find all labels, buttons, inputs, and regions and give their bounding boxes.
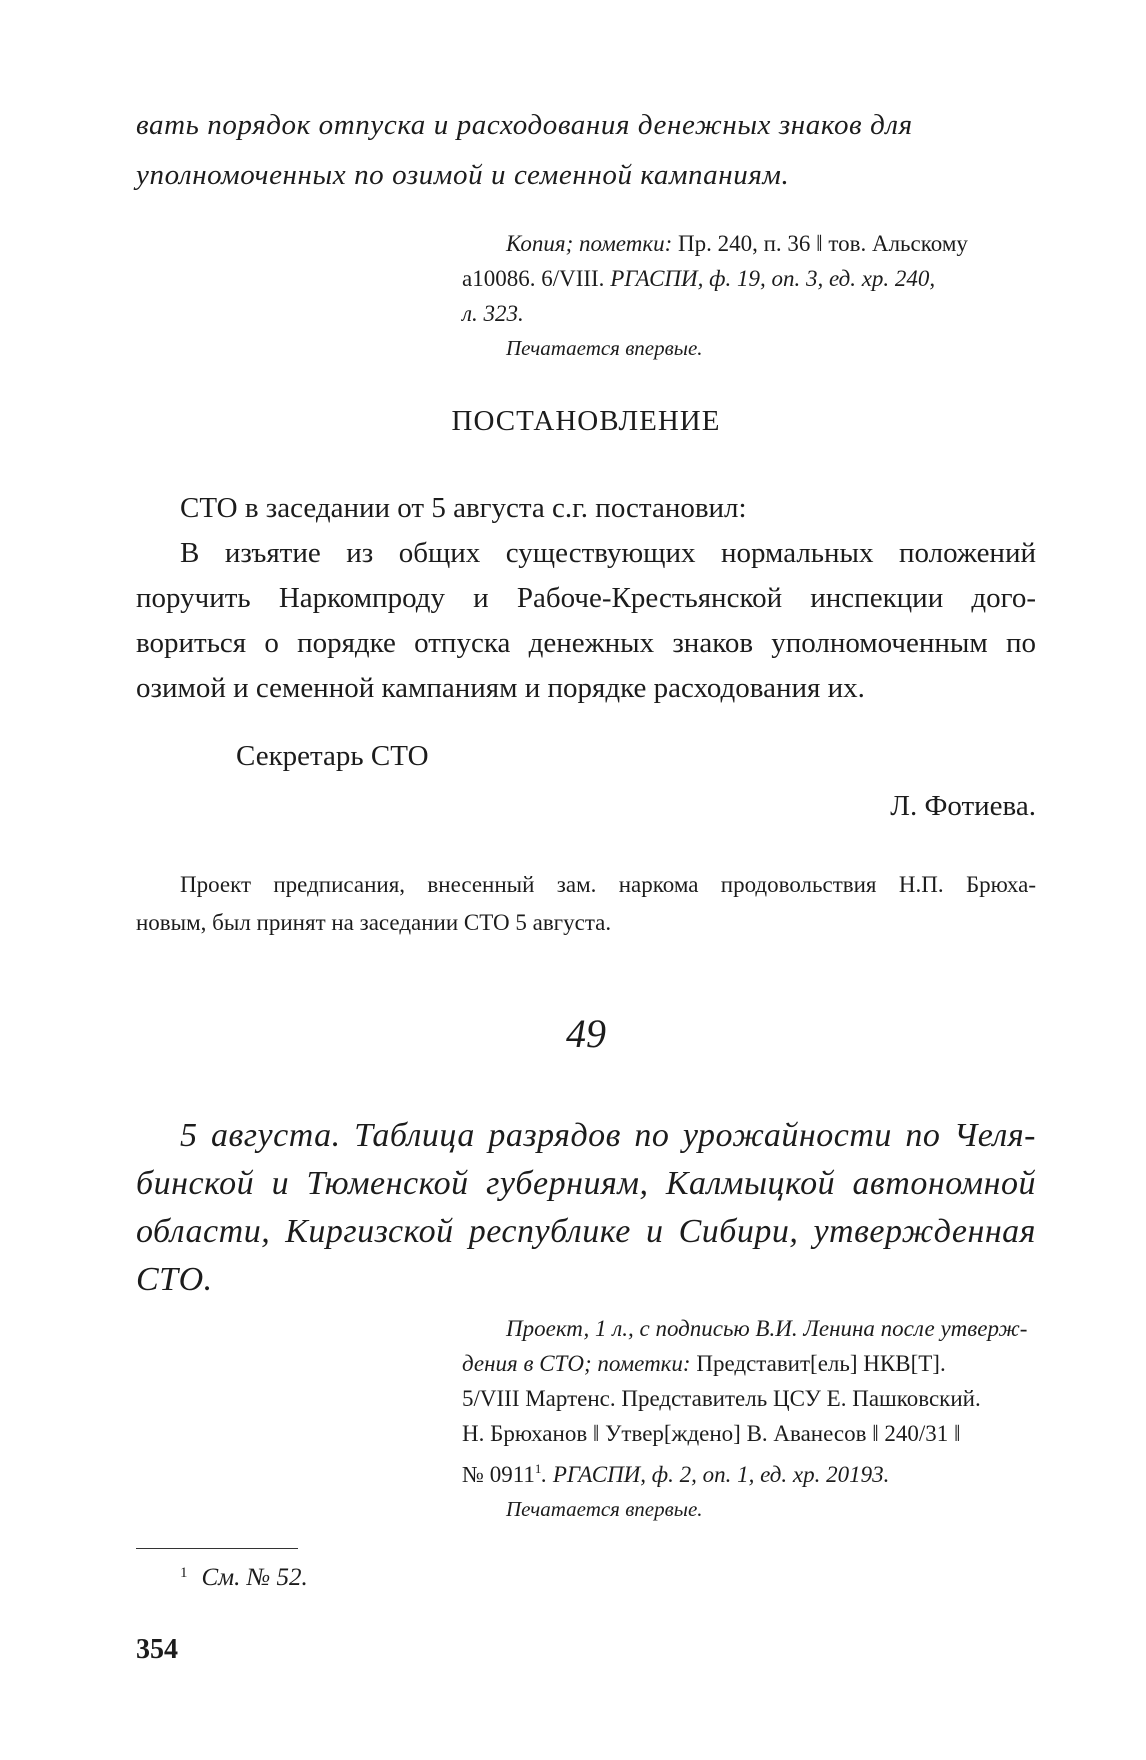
footnote-marker: 1 bbox=[180, 1565, 188, 1581]
printed-first-note: Печатается впервые. bbox=[506, 1497, 703, 1521]
editorial-note bbox=[136, 866, 1036, 942]
source-line bbox=[462, 226, 1036, 261]
source-label: Копия; пометки: bbox=[506, 231, 673, 256]
editorial-note-line: новым, был принят на заседании СТО 5 августа. bbox=[136, 910, 612, 935]
footnote bbox=[180, 1564, 580, 1592]
source-line: л. 323. bbox=[462, 301, 524, 326]
archive-reference: РГАСПИ, ф. 19, оп. 3, ед. хр. 240, bbox=[610, 266, 936, 291]
source-line: Н. Брюханов ‖ Утвер[ждено] В. Аванесов ‖ 240/31 ‖ bbox=[462, 1421, 961, 1446]
document-title bbox=[136, 1112, 1036, 1304]
lead-line: уполномоченных по озимой и семенной кампаниям. bbox=[136, 159, 790, 191]
archive-reference: . РГАСПИ, ф. 2, оп. 1, ед. хр. 20193. bbox=[541, 1462, 890, 1487]
source-code: а10086. 6/VIII. bbox=[462, 266, 611, 291]
archival-source-note bbox=[462, 1311, 1036, 1527]
printed-first-note: Печатается впервые. bbox=[506, 336, 703, 360]
archival-source-note bbox=[462, 226, 1036, 366]
document-title-line: СТО. bbox=[136, 1261, 213, 1298]
document-title-line: 5 августа. Таблица разрядов по урожайности по Челя- bbox=[180, 1117, 1036, 1154]
resolution-line: В изъятие из общих существующих нормальных положений bbox=[180, 537, 1036, 569]
lead-paragraph bbox=[136, 100, 1036, 200]
signature-name: Л. Фотиева. bbox=[890, 790, 1036, 822]
footnote-reference[interactable]: 1 bbox=[534, 1461, 542, 1476]
resolution-line: поручить Наркомпроду и Рабоче-Крестьянской инспекции дого- bbox=[136, 582, 1036, 614]
document-title-line: области, Киргизской республике и Сибири, утвержденная bbox=[136, 1213, 1036, 1250]
document-title-line: бинской и Тюменской губерниям, Калмыцкой автономной bbox=[136, 1165, 1036, 1202]
source-label: дения в СТО; пометки: bbox=[462, 1351, 691, 1376]
source-line bbox=[462, 1451, 1036, 1492]
source-line: Проект, 1 л., с подписью В.И. Ленина после утверж- bbox=[506, 1316, 1028, 1341]
signature-position: Секретарь СТО bbox=[236, 740, 429, 772]
source-line: 5/VIII Мартенс. Представитель ЦСУ Е. Пашковский. bbox=[462, 1386, 981, 1411]
source-marks: Представит[ель] НКВ[Т]. bbox=[690, 1351, 946, 1376]
page-number: 354 bbox=[136, 1634, 178, 1665]
resolution-line: СТО в заседании от 5 августа с.г. постановил: bbox=[180, 492, 747, 524]
source-marks: Пр. 240, п. 36 ‖ тов. Альскому bbox=[672, 231, 968, 256]
resolution-line: озимой и семенной кампаниям и порядке расходования их. bbox=[136, 672, 865, 704]
document-number: 49 bbox=[566, 1011, 606, 1056]
editorial-note-line: Проект предписания, внесенный зам. наркома продовольствия Н.П. Брюха- bbox=[180, 872, 1036, 897]
source-line bbox=[462, 1346, 1036, 1381]
footnote-separator bbox=[136, 1548, 298, 1549]
resolution-text bbox=[136, 486, 1036, 711]
resolution-heading: ПОСТАНОВЛЕНИЕ bbox=[451, 405, 721, 437]
resolution-line: вориться о порядке отпуска денежных знаков уполномоченным по bbox=[136, 627, 1036, 659]
footnote-text: См. № 52. bbox=[201, 1564, 308, 1591]
lead-line: вать порядок отпуска и расходования денежных знаков для bbox=[136, 109, 913, 141]
source-line bbox=[462, 261, 1036, 296]
document-code: № 0911 bbox=[462, 1462, 535, 1487]
